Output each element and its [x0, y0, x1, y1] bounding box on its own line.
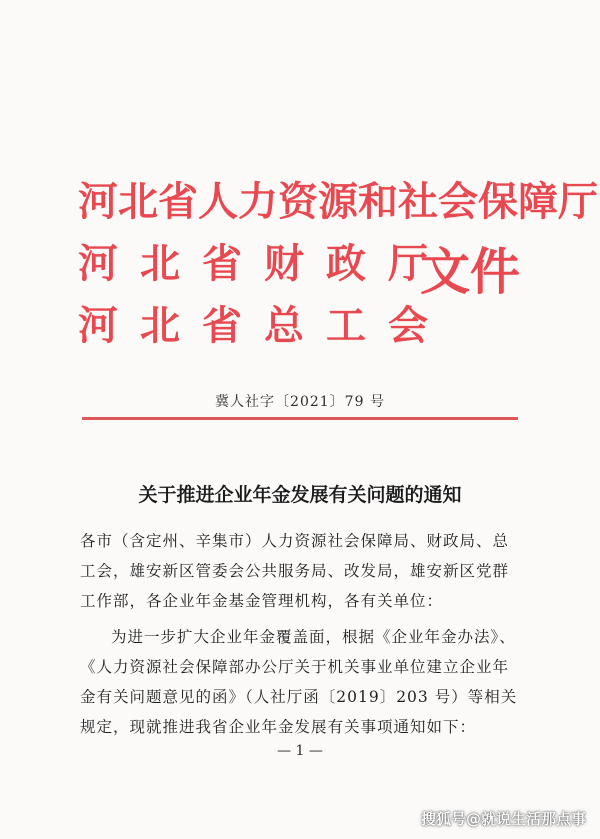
source-watermark: 搜狐号@就说生活那点事: [420, 810, 586, 828]
body-paragraph: 为进一步扩大企业年金覆盖面，根据《企业年金办法》、《人力资源社会保障部办公厅关于机关事业单位建立企业年金有关问题意见的函》（人社厅函〔2019〕203 号）等相关规定，现就推进我省企业年金发展有关事项通知如下：: [80, 628, 518, 736]
red-divider: [82, 417, 518, 420]
issuer-name: 河北省总工会: [78, 303, 450, 349]
recipients-paragraph: 各市（含定州、辛集市）人力资源社会保障局、财政局、总工会，雄安新区管委会公共服务局、改发局，雄安新区党群工作部，各企业年金基金管理机构，各有关单位：: [80, 532, 510, 610]
document-type-label: 文件: [420, 243, 520, 301]
issuer-name: 河北省人力资源和社会保障厅: [78, 179, 598, 225]
document-title: 关于推进企业年金发展有关问题的通知: [138, 484, 462, 506]
document-number: 冀人社字〔2021〕79 号: [215, 394, 385, 410]
issuer-name: 河北省财政厅: [78, 241, 450, 287]
page-number: — 1 —: [277, 743, 323, 759]
